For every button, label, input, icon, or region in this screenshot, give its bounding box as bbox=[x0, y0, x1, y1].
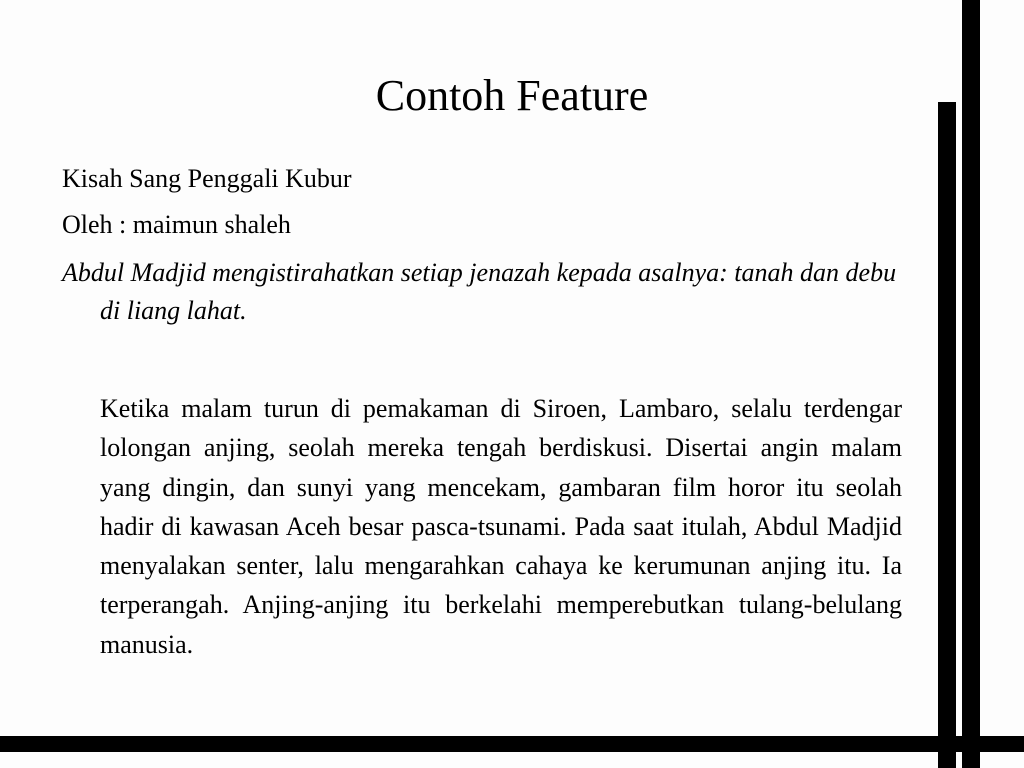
body-paragraph: Ketika malam turun di pemakaman di Siroen, Lambaro, selalu terdengar lolongan anjing, seolah mereka tengah berdiskusi. Disertai angin malam yang dingin, dan sunyi yang mencekam, gambaran film horor itu seolah hadir di kawasan Aceh besar pasca-tsunami. Pada saat itulah, Abdul Madjid menyalakan senter, lalu mengarahkan cahaya ke kerumunan anjing itu. Ia terperangah. Anjing-anjing itu berkelahi memperebutkan tulang-belulang manusia. bbox=[100, 394, 902, 659]
slide-title: Contoh Feature bbox=[375, 71, 649, 120]
bottom-border-bar bbox=[0, 736, 1024, 752]
right-vertical-bar-inner bbox=[938, 102, 956, 768]
right-vertical-bar-outer bbox=[962, 0, 980, 768]
story-title: Kisah Sang Penggali Kubur bbox=[62, 164, 352, 193]
author-line: Oleh : maimun shaleh bbox=[62, 210, 291, 239]
lead-paragraph: Abdul Madjid mengistirahatkan setiap jenazah kepada asalnya: tanah dan debu di liang lahat. bbox=[62, 258, 897, 325]
